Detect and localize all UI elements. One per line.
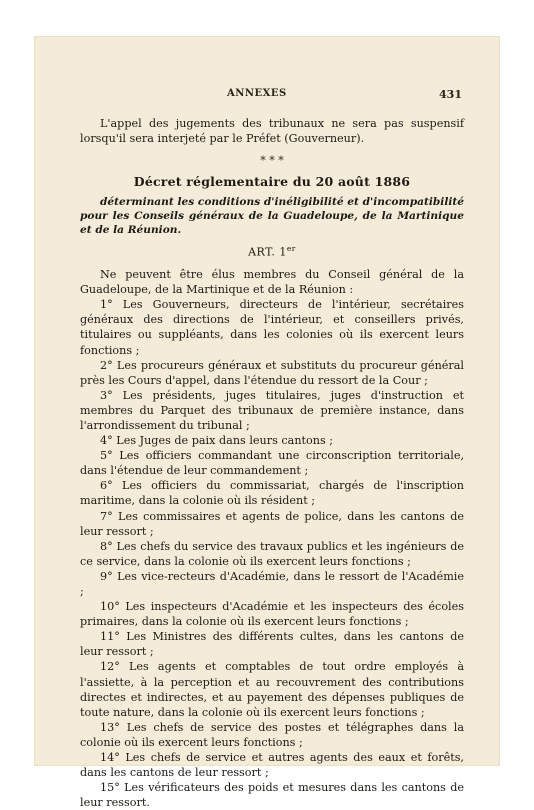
page-body: [80, 116, 464, 810]
decree-title: Décret réglementaire du 20 août 1886: [133, 174, 411, 190]
list-item: 14° Les chefs de service et autres agents des eaux et forêts, dans les cantons de leur ressort ;: [80, 751, 464, 780]
article-heading: [80, 241, 464, 260]
list-item: 5° Les officiers commandant une circonscription territoriale, dans l'étendue de leur commandement ;: [80, 449, 464, 478]
article-label-sup: er: [286, 244, 296, 254]
list-item: 15° Les vérificateurs des poids et mesures dans les cantons de leur ressort.: [80, 781, 464, 810]
opening-paragraph: L'appel des jugements des tribunaux ne sera pas suspensif lorsqu'il sera interjeté par le Préfet (Gouverneur).: [80, 117, 464, 146]
list-item: 4° Les Juges de paix dans leurs cantons ;: [100, 434, 334, 448]
list-item: 12° Les agents et comptables de tout ordre employés à l'assiette, à la perception et au recouvrement des contributions directes et indirectes, et au payement des dépenses publiques de toute nature, dans la colonie où ils exercent leurs fonctions ;: [80, 660, 464, 719]
list-item: 3° Les présidents, juges titulaires, juges d'instruction et membres du Parquet des tribunaux de première instance, dans l'arrondissement du tribunal ;: [80, 388, 464, 432]
article-label: ART. 1: [248, 245, 287, 259]
article-intro: Ne peuvent être élus membres du Conseil général de la Guadeloupe, de la Martinique et de la Réunion :: [80, 268, 464, 297]
list-item: 7° Les commissaires et agents de police, dans les cantons de leur ressort ;: [80, 509, 464, 538]
running-title: ANNEXES: [227, 88, 287, 99]
section-separator: * * *: [260, 154, 284, 168]
list-item: 6° Les officiers du commissariat, chargés de l'inscription maritime, dans la colonie où ils résident ;: [80, 479, 464, 508]
book-page: [34, 36, 500, 810]
list-item: 2° Les procureurs généraux et substituts du procureur général près les Cours d'appel, dans l'étendue du ressort de la Cour ;: [80, 358, 464, 387]
page-number: 431: [439, 88, 462, 101]
list-item: 11° Les Ministres des différents cultes, dans les cantons de leur ressort ;: [80, 630, 464, 659]
list-item: 10° Les inspecteurs d'Académie et les inspecteurs des écoles primaires, dans la colonie où ils exercent leurs fonctions ;: [80, 600, 464, 629]
decree-subtitle: déterminant les conditions d'inéligibilité et d'incompatibilité pour les Conseils généraux de la Guadeloupe, de la Martinique et de la Réunion.: [80, 196, 464, 237]
list-item: 9° Les vice-recteurs d'Académie, dans le ressort de l'Académie ;: [80, 569, 464, 598]
list-item: 8° Les chefs du service des travaux publics et les ingénieurs de ce service, dans la colonie où ils exercent leurs fonctions ;: [80, 539, 464, 568]
list-item: 13° Les chefs de service des postes et télégraphes dans la colonie où ils exercent leurs fonctions ;: [80, 720, 464, 749]
list-item: 1° Les Gouverneurs, directeurs de l'intérieur, secrétaires généraux des directions de l'intérieur, et conseillers privés, titulaires ou suppléants, dans les colonies où ils exercent leurs fonctions ;: [80, 298, 464, 357]
